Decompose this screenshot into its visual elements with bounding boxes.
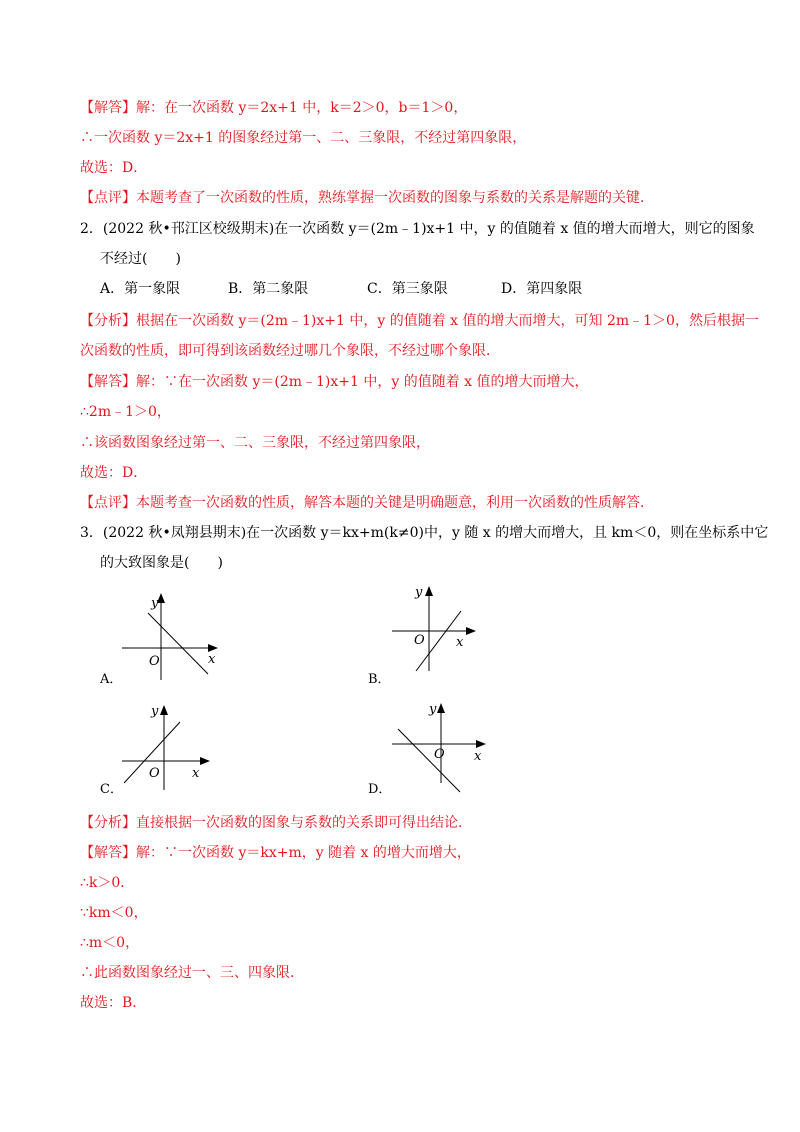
q3-analysis: 【分析】直接根据一次函数的图象与系数的关系即可得出结论． bbox=[80, 815, 472, 831]
q2-stem-line1: 2．(2022 秋•邗江区校级期末)在一次函数 y＝(2m﹣1)x+1 中，y 的值随着 x 值的增大而增大，则它的图象 bbox=[80, 221, 755, 237]
graph-c-origin: O bbox=[149, 766, 160, 781]
graph-a-label: A． bbox=[100, 672, 123, 687]
graph-b-origin: O bbox=[414, 633, 425, 648]
q3-answer-line1: 【解答】解：∵一次函数 y＝kx+m，y 随着 x 的增大而增大， bbox=[80, 845, 471, 861]
graph-b-y-label: y bbox=[415, 585, 423, 600]
q2-option-a: A．第一象限 bbox=[100, 281, 181, 297]
graph-d-x-label: x bbox=[474, 749, 482, 764]
graph-d-label: D． bbox=[368, 782, 392, 797]
graph-a-origin: O bbox=[149, 654, 160, 669]
graph-a bbox=[118, 585, 228, 685]
q2-choice: 故选：D． bbox=[80, 465, 148, 481]
graph-c-label: C． bbox=[100, 782, 123, 797]
q3-choice: 故选：B． bbox=[80, 995, 147, 1011]
q3-answer-line5: ∴此函数图象经过一、三、四象限． bbox=[80, 965, 304, 981]
q3-answer-line3: ∵km＜0， bbox=[80, 905, 148, 921]
graph-c-y-label: y bbox=[151, 704, 159, 719]
q1-choice: 故选：D． bbox=[80, 160, 148, 176]
q2-stem-line2: 不经过( ) bbox=[100, 251, 181, 267]
q3-stem-line1: 3．(2022 秋•凤翔县期末)在一次函数 y＝kx+m(k≠0)中，y 随 x 的增大而增大，且 km＜0，则在坐标系中它 bbox=[80, 525, 769, 541]
q2-answer-line1: 【解答】解：∵在一次函数 y＝(2m﹣1)x+1 中，y 的值随着 x 值的增大而增大， bbox=[80, 374, 589, 390]
q3-answer-line2: ∴k＞0． bbox=[80, 875, 135, 891]
graph-b bbox=[388, 578, 498, 678]
q2-option-d: D．第四象限 bbox=[501, 281, 583, 297]
q2-analysis-line2: 次函数的性质，即可得到该函数经过哪几个象限，不经过哪个象限． bbox=[80, 343, 500, 359]
q2-option-b: B．第二象限 bbox=[228, 281, 309, 297]
graph-a-x-label: x bbox=[208, 652, 216, 667]
q2-analysis-line1: 【分析】根据在一次函数 y＝(2m﹣1)x+1 中，y 的值随着 x 值的增大而增大，可知 2m﹣1＞0，然后根据一 bbox=[80, 313, 759, 329]
q1-answer-line2: ∴一次函数 y＝2x+1 的图象经过第一、二、三象限，不经过第四象限， bbox=[80, 130, 527, 146]
graph-b-x-label: x bbox=[456, 635, 464, 650]
q3-stem-line2: 的大致图象是( ) bbox=[100, 555, 223, 571]
q3-answer-line4: ∴m＜0， bbox=[80, 935, 140, 951]
graph-d-y-label: y bbox=[429, 702, 437, 717]
graph-d bbox=[388, 695, 498, 795]
graph-c bbox=[118, 695, 228, 795]
graph-d-origin: O bbox=[434, 747, 445, 762]
graph-b-label: B． bbox=[368, 672, 391, 687]
q2-comment: 【点评】本题考查一次函数的性质，解答本题的关键是明确题意，利用一次函数的性质解答． bbox=[80, 495, 654, 511]
q1-comment: 【点评】本题考查了一次函数的性质，熟练掌握一次函数的图象与系数的关系是解题的关键． bbox=[80, 190, 654, 206]
graph-a-y-label: y bbox=[151, 596, 159, 611]
q2-answer-line3: ∴该函数图象经过第一、二、三象限，不经过第四象限， bbox=[80, 435, 430, 451]
graph-c-x-label: x bbox=[192, 766, 200, 781]
q1-answer-line1: 【解答】解：在一次函数 y＝2x+1 中，k＝2＞0，b＝1＞0， bbox=[80, 100, 468, 116]
q2-answer-line2: ∴2m﹣1＞0， bbox=[80, 404, 171, 420]
q2-option-c: C．第三象限 bbox=[367, 281, 448, 297]
